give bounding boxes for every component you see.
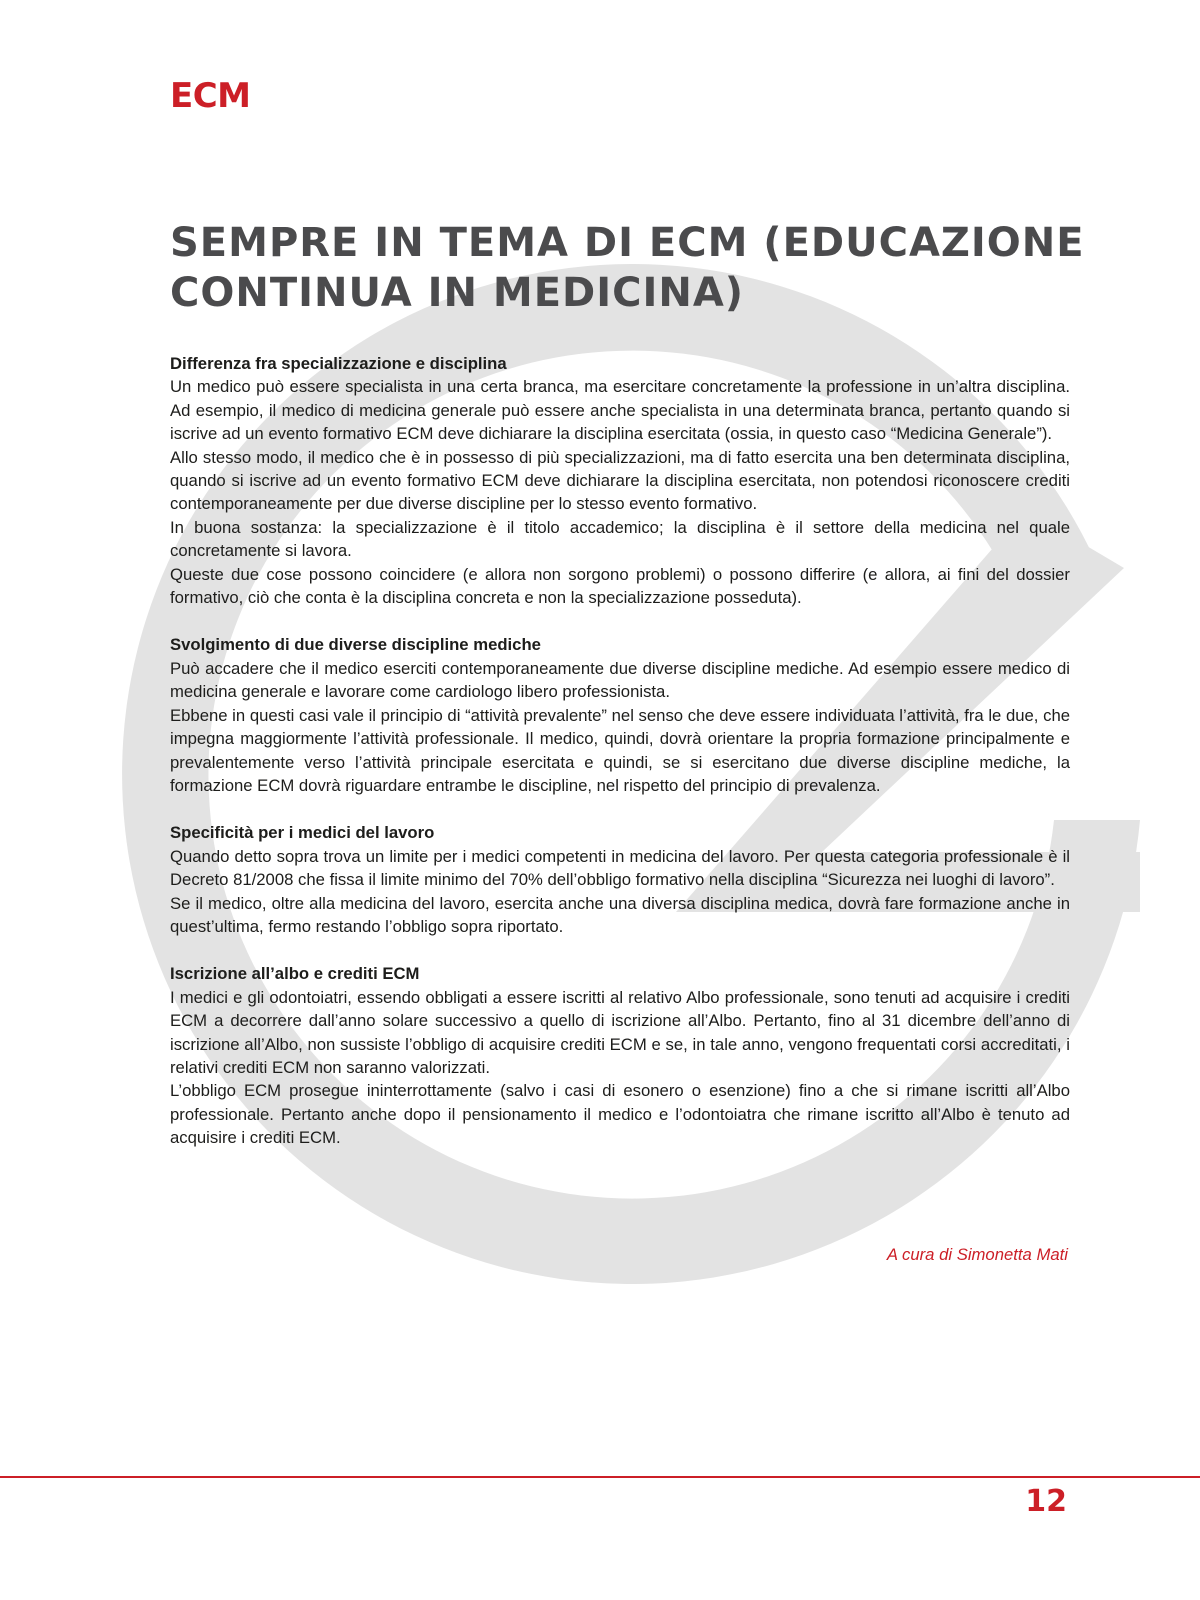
article-section xyxy=(170,821,1070,938)
paragraph: Può accadere che il medico eserciti contemporaneamente due diverse discipline mediche. Ad esempio essere medico di medicina generale e lavorare come cardiologo libero professionista. xyxy=(170,658,1070,702)
paragraph: Quando detto sopra trova un limite per i medici competenti in medicina del lavoro. Per questa categoria professionale è il Decreto 81/2008 che fissa il limite minimo del 70% dell’obbligo formativo nella disciplina “Sicurezza nei luoghi di lavoro”. xyxy=(170,846,1070,890)
article-body xyxy=(170,352,1070,1174)
paragraph: Un medico può essere specialista in una certa branca, ma esercitare concretamente la professione in un’altra disciplina. Ad esempio, il medico di medicina generale può essere anche specialista in una determinata branca, pertanto quando si iscrive ad un evento formativo ECM deve dichiarare la disciplina esercitata (ossia, in questo caso “Medicina Generale”). xyxy=(170,377,1070,444)
article-section xyxy=(170,962,1070,1149)
author-signature: A cura di Simonetta Mati xyxy=(886,1245,1068,1264)
paragraph: Queste due cose possono coincidere (e allora non sorgono problemi) o possono differire (e allora, ai fini del dossier formativo, ciò che conta è la disciplina concreta e non la specializzazione posseduta). xyxy=(170,564,1070,608)
paragraph: I medici e gli odontoiatri, essendo obbligati a essere iscritti al relativo Albo professionale, sono tenuti ad acquisire i crediti ECM a decorrere dall’anno solare successivo a quello di iscrizione all’Albo. Pertanto, fino al 31 dicembre dell’anno di iscrizione all’Albo, non sussiste l’obbligo di acquisire crediti ECM e se, in tale anno, vengono frequentati corsi accreditati, i relativi crediti ECM non saranno valorizzati. xyxy=(170,987,1070,1077)
article-section xyxy=(170,352,1070,609)
paragraph: Se il medico, oltre alla medicina del lavoro, esercita anche una diversa disciplina medica, dovrà fare formazione anche in quest’ultima, fermo restando l’obbligo sopra riportato. xyxy=(170,893,1070,936)
paragraph: Allo stesso modo, il medico che è in possesso di più specializzazioni, ma di fatto esercita una ben determinata disciplina, quando si iscrive ad un evento formativo ECM deve dichiarare la disciplina esercitata, non potendosi riconoscere crediti contemporaneamente per due diverse discipline per lo stesso evento formativo. xyxy=(170,447,1070,514)
article-section xyxy=(170,633,1070,797)
paragraph: Ebbene in questi casi vale il principio di “attività prevalente” nel senso che deve essere individuata l’attività, fra le due, che impegna maggiormente l’attività professionale. Il medico, quindi, dovrà orientare la propria formazione principalmente e prevalentemente verso l’attività principale esercitata e quindi, se si esercitano due diverse discipline mediche, la formazione ECM dovrà riguardare entrambe le discipline, nel rispetto del principio di prevalenza. xyxy=(170,705,1070,795)
section-heading: Specificità per i medici del lavoro xyxy=(170,823,435,843)
section-heading: Differenza fra specializzazione e disciplina xyxy=(170,354,507,373)
section-heading: Svolgimento di due diverse discipline mediche xyxy=(170,635,541,655)
paragraph: In buona sostanza: la specializzazione è il titolo accademico; la disciplina è il settore della medicina nel quale concretamente si lavora. xyxy=(170,517,1070,561)
section-label: ECM xyxy=(170,76,251,116)
section-heading: Iscrizione all’albo e crediti ECM xyxy=(170,964,420,984)
page-number: 12 xyxy=(1025,1484,1067,1519)
article-title: SEMPRE IN TEMA DI ECM (EDUCAZIONE CONTINUA IN MEDICINA) xyxy=(170,220,1085,316)
paragraph: L’obbligo ECM prosegue ininterrottamente (salvo i casi di esonero o esenzione) fino a che si rimane iscritti all’Albo professionale. Pertanto anche dopo il pensionamento il medico e l’odontoiatra che rimane iscritto all’Albo è tenuto ad acquisire i crediti ECM. xyxy=(170,1081,1070,1148)
footer-divider xyxy=(0,1476,1200,1478)
